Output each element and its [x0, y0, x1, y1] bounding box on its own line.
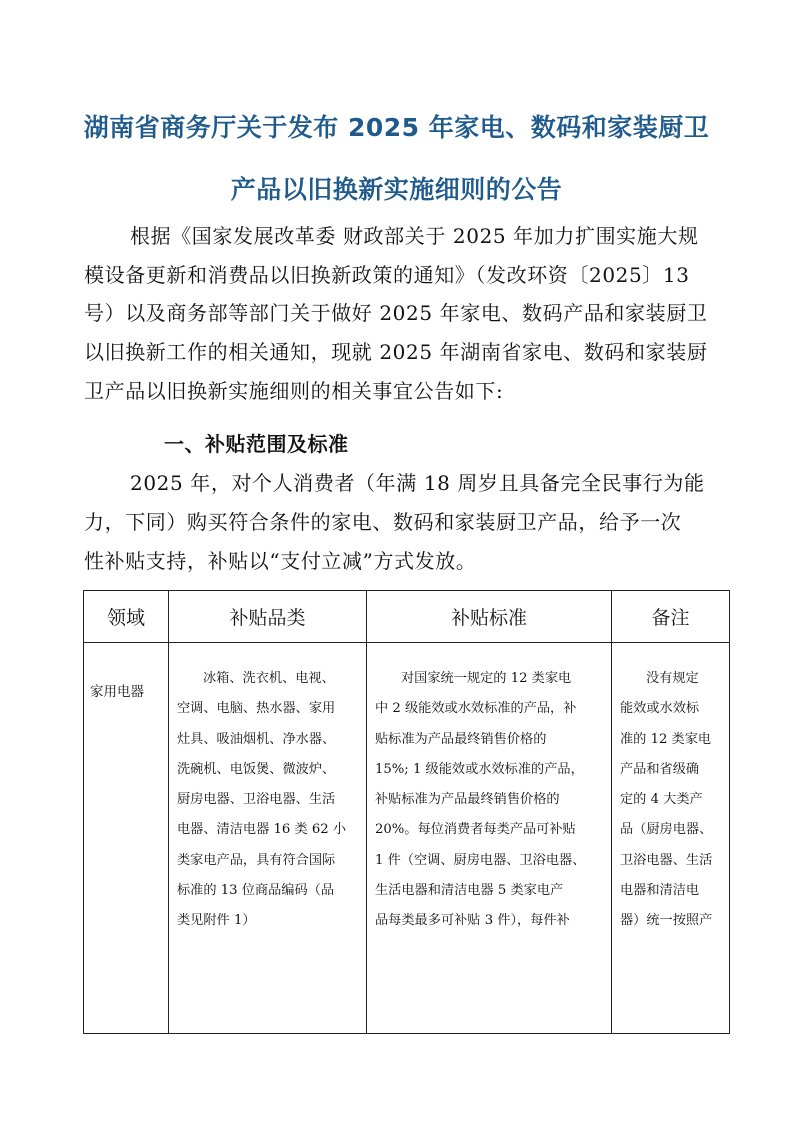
standard-line: 补贴标准为产品最终销售价格的 [375, 792, 560, 808]
standard-line: 中 2 级能效或水效标准的产品，补 [375, 701, 577, 717]
intro-line: 以旧换新工作的相关通知，现就 2025 年湖南省家电、数码和家装厨 [84, 340, 708, 364]
items-line: 厨房电器、卫浴电器、生活 [177, 792, 336, 808]
row-items [169, 643, 367, 1034]
standard-line: 生活电器和清洁电器 5 类家电产 [375, 883, 564, 899]
remark-line: 能效或水效标 [620, 701, 700, 717]
section-paragraph-line: 性补贴支持，补贴以“支付立减”方式发放。 [84, 549, 477, 573]
remark-line: 电器和清洁电 [620, 883, 700, 899]
standard-line: 20%。每位消费者每类产品可补贴 [375, 822, 576, 838]
section-paragraph-line: 2025 年，对个人消费者（年满 18 周岁且具备完全民事行为能 [130, 471, 705, 495]
items-line: 类见附件 1） [177, 913, 256, 929]
items-line: 洗碗机、电饭煲、微波炉、 [177, 761, 336, 777]
standard-line: 1 件（空调、厨房电器、卫浴电器、 [375, 852, 586, 868]
header-subsidy-category: 补贴品类 [169, 591, 367, 643]
remark-line: 品（厨房电器、 [620, 822, 713, 838]
remark-line: 器）统一按照产 [620, 913, 713, 929]
row-standard [367, 643, 612, 1034]
intro-line: 号）以及商务部等部门关于做好 2025 年家电、数码产品和家装厨卫 [84, 301, 708, 325]
remark-line: 没有规定 [646, 671, 699, 686]
table-header-row [84, 591, 730, 643]
intro-line: 根据《国家发展改革委 财政部关于 2025 年加力扩围实施大规 [130, 224, 699, 248]
standard-line: 品每类最多可补贴 3 件），每件补 [375, 913, 570, 929]
intro-line: 模设备更新和消费品以旧换新政策的通知》（发改环资〔2025〕13 [84, 263, 690, 287]
items-line: 类家电产品，具有符合国际 [177, 852, 336, 868]
standard-line: 15%; 1 级能效或水效标准的产品， [375, 761, 584, 777]
standard-line: 对国家统一规定的 12 类家电 [401, 671, 572, 686]
intro-line: 卫产品以旧换新实施细则的相关事宜公告如下: [84, 379, 504, 403]
header-field: 领域 [84, 591, 169, 643]
remark-line: 准的 12 类家电 [620, 731, 712, 747]
section-heading: 一、补贴范围及标准 [164, 432, 349, 456]
items-line: 空调、电脑、热水器、家用 [177, 701, 336, 717]
header-remarks: 备注 [612, 591, 730, 643]
remark-line: 产品和省级确 [620, 761, 700, 777]
remark-line: 定的 4 大类产 [620, 792, 703, 808]
items-line: 标准的 13 位商品编码（品 [177, 883, 335, 899]
subsidy-table [83, 590, 730, 1034]
document-title-line-1: 湖南省商务厅关于发布 2025 年家电、数码和家装厨卫 [83, 113, 710, 142]
items-line: 灶具、吸油烟机、净水器、 [177, 731, 336, 747]
items-line: 冰箱、洗衣机、电视、 [203, 671, 335, 686]
items-line: 电器、清洁电器 16 类 62 小 [177, 822, 347, 838]
document-title-line-2: 产品以旧换新实施细则的公告 [230, 175, 563, 204]
table-row [84, 643, 730, 1034]
row-category: 家用电器 [84, 643, 169, 1034]
header-subsidy-standard: 补贴标准 [367, 591, 612, 643]
standard-line: 贴标准为产品最终销售价格的 [375, 731, 547, 747]
section-paragraph-line: 力，下同）购买符合条件的家电、数码和家装厨卫产品，给予一次 [84, 510, 682, 534]
remark-line: 卫浴电器、生活 [620, 852, 713, 868]
row-remarks [612, 643, 730, 1034]
